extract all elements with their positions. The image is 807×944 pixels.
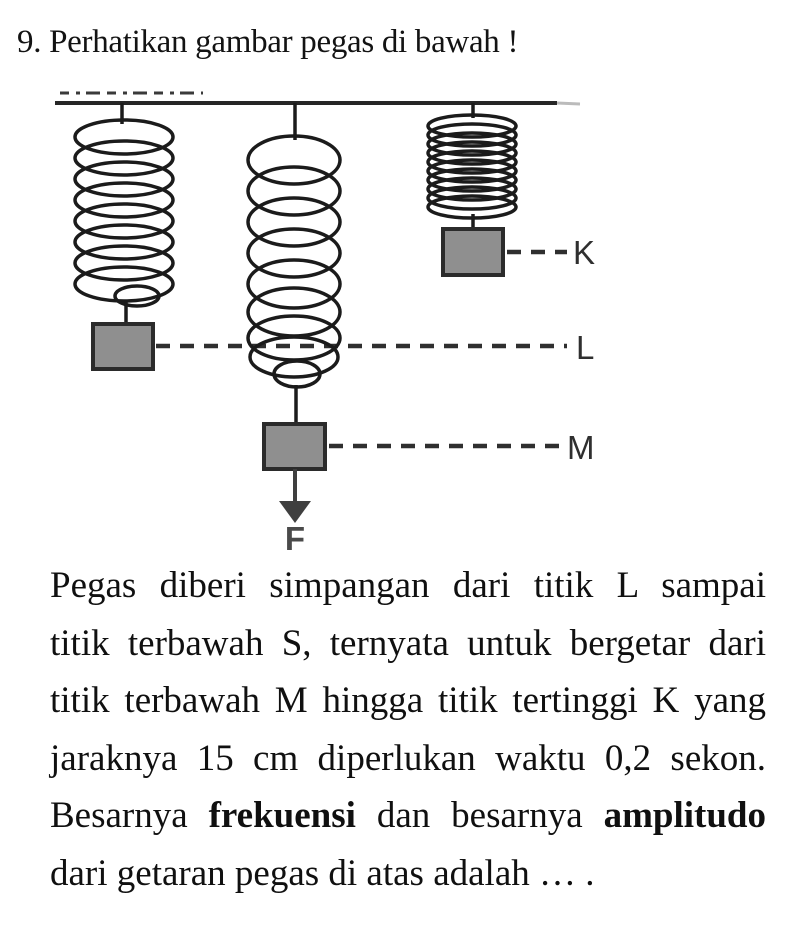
- spring-right: [428, 103, 516, 275]
- spring-coil: [75, 183, 173, 217]
- paragraph-line: titik terbawah M hingga titik tertinggi K yang: [50, 680, 766, 721]
- spring-coil: [248, 229, 340, 277]
- mass-left: [93, 324, 153, 369]
- spring-end-loop: [115, 286, 159, 306]
- spring-coil: [75, 225, 173, 259]
- paragraph-text: Besarnya: [50, 795, 209, 836]
- keyword-frekuensi: frekuensi: [208, 795, 356, 836]
- spring-left: [75, 103, 173, 369]
- spring-coil: [250, 337, 338, 377]
- spring-coil: [75, 141, 173, 175]
- spring-coil: [248, 167, 340, 215]
- paragraph-line: [50, 787, 766, 845]
- spring-coil: [248, 260, 340, 308]
- mass-middle: [264, 424, 325, 469]
- spring-coil: [75, 120, 173, 154]
- ceiling-line-faint-end: [557, 103, 580, 104]
- point-label-K: K: [573, 234, 596, 271]
- question-paragraph: [50, 557, 766, 902]
- question-title: 9. Perhatikan gambar pegas di bawah !: [17, 24, 519, 60]
- point-label-L: L: [576, 329, 595, 366]
- spring-middle: [248, 103, 340, 556]
- spring-coil: [248, 198, 340, 246]
- force-label: F: [284, 520, 306, 556]
- spring-coil: [75, 162, 173, 196]
- spring-coil: [248, 136, 340, 184]
- paragraph-line: Pegas diberi simpangan dari titik L sampai: [50, 565, 766, 606]
- point-label-M: M: [567, 429, 595, 466]
- paragraph-line: dari getaran pegas di atas adalah … .: [50, 852, 595, 894]
- paragraph-line: titik terbawah S, ternyata untuk bergetar dari: [50, 622, 766, 664]
- spring-coil: [248, 288, 340, 336]
- keyword-amplitudo: amplitudo: [603, 795, 766, 836]
- spring-coil: [75, 246, 173, 280]
- spring-coil: [75, 204, 173, 238]
- mass-right: [443, 229, 503, 275]
- paragraph-line: jaraknya 15 cm diperlukan waktu 0,2 sekon.: [50, 737, 766, 779]
- paragraph-text: dan besarnya: [355, 795, 604, 836]
